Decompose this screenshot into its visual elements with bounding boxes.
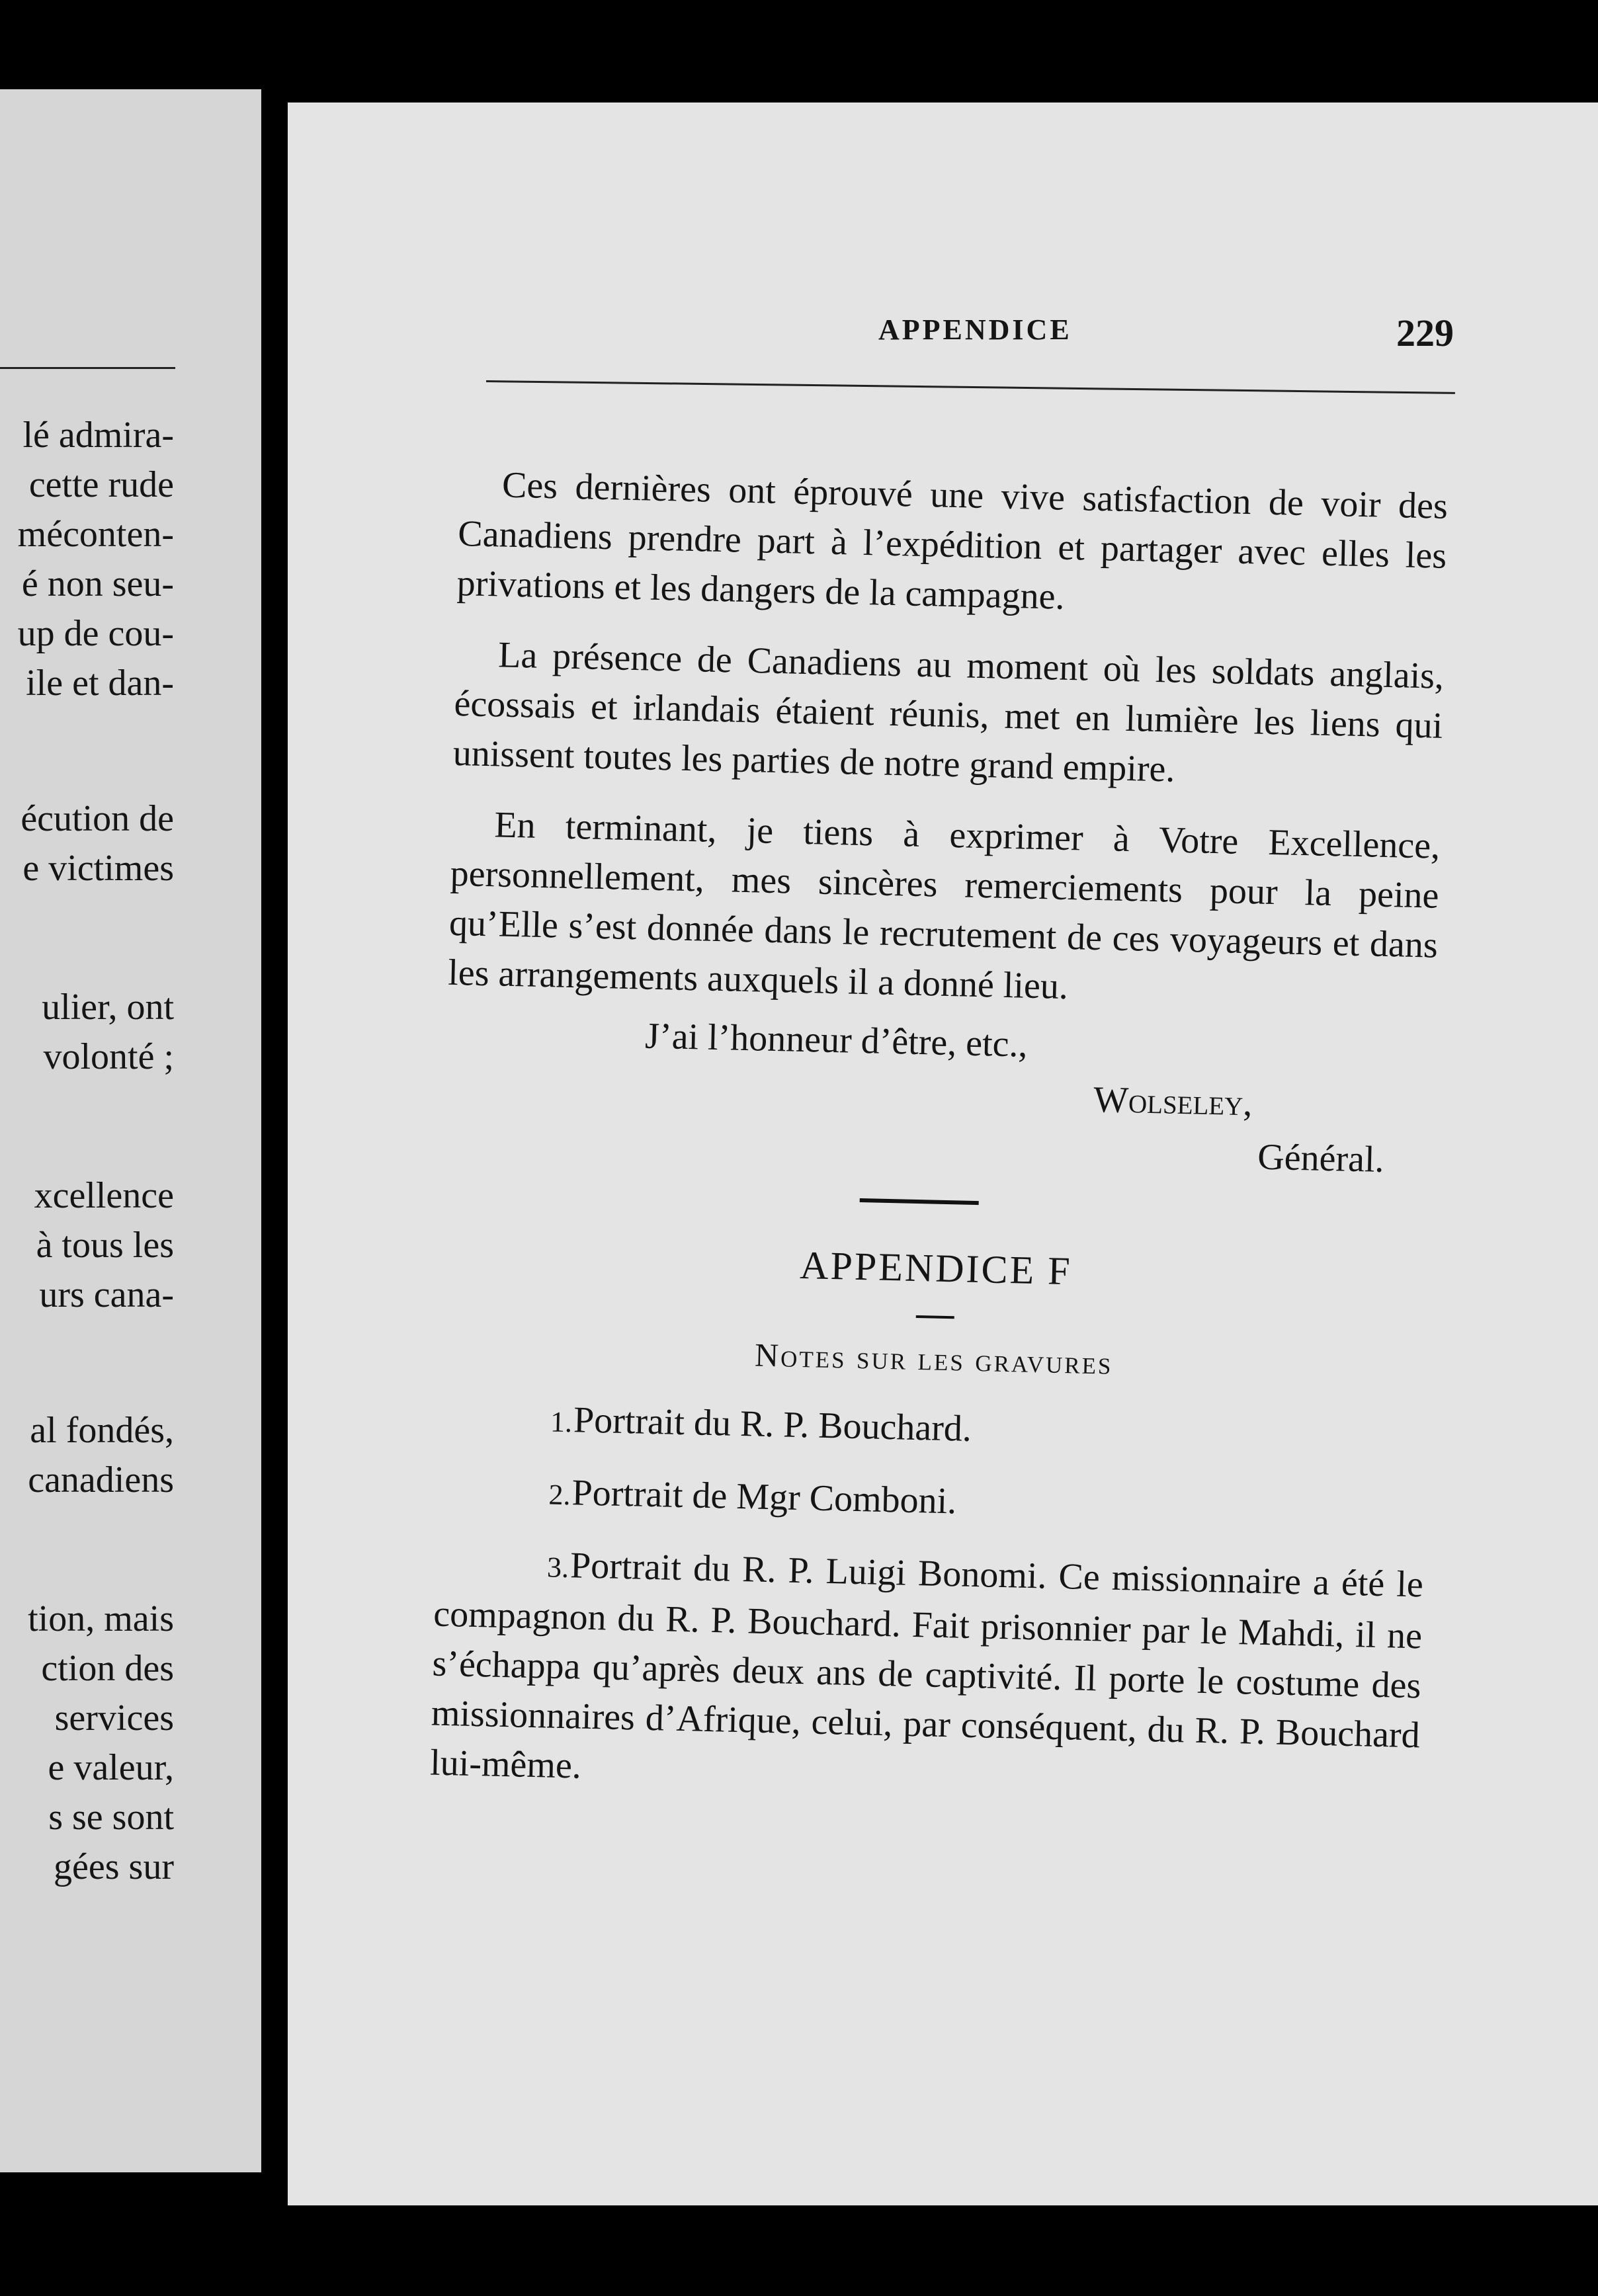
left-page-line: canadiens <box>28 1459 174 1500</box>
note-item <box>437 1393 1427 1467</box>
letter-paragraph: En terminant, je tiens à exprimer à Votre Excellence, personnellement, mes sincères remerciements pour la peine qu’Elle s’est donnée dans le recrutement de ces voyageurs et dans les arrangements auxquels il a donné lieu. <box>447 804 1441 1008</box>
appendix-f-title: APPENDICE F <box>799 1243 1073 1293</box>
left-page-line: up de cou- <box>17 613 174 654</box>
left-page-line: e valeur, <box>48 1747 174 1788</box>
note-text: Portrait du R. P. Bouchard. <box>573 1399 972 1450</box>
left-page-line: al fondés, <box>30 1410 174 1451</box>
signatory-rank: Général. <box>1257 1136 1385 1180</box>
left-page-line: tion, mais <box>28 1598 174 1639</box>
left-page-line: volonté ; <box>43 1036 174 1077</box>
letter-paragraph: La présence de Canadiens au moment où les soldats anglais, écossais et irlandais étaient réunis, met en lumière les liens qui unissent toutes les parties de notre grand empire. <box>452 634 1445 790</box>
left-page-line: lé admira- <box>22 415 174 456</box>
page-body <box>429 460 1449 1831</box>
note-number: 3. <box>546 1551 569 1584</box>
left-page-line: cette rude <box>28 464 174 505</box>
left-page-line: ile et dan- <box>26 663 174 704</box>
left-page-line: xcellence <box>34 1175 174 1216</box>
page-number: 229 <box>1396 311 1454 354</box>
left-page-line: écution de <box>21 798 174 839</box>
left-page-line: ulier, ont <box>42 987 174 1028</box>
left-page-line: services <box>54 1698 174 1739</box>
left-page-line: ction des <box>41 1648 174 1689</box>
left-page-line: à tous les <box>36 1225 174 1266</box>
notes-heading: Notes sur les gravures <box>754 1336 1114 1381</box>
note-number: 2. <box>548 1478 571 1512</box>
title-dash <box>915 1315 954 1319</box>
letter-closing: J’ai l’honneur d’être, etc., <box>644 1015 1029 1065</box>
letter-paragraph: Ces dernières ont éprouvé une vive satisfaction de voir des Canadiens prendre part à l’expédition et partager avec elles les privations et les dangers de la campagne. <box>456 464 1449 618</box>
note-text: Portrait du R. P. Luigi Bonomi. Ce missionnaire a été le compagnon du R. P. Bouchard. Fait prisonnier par le Mahdi, il ne s’échappa qu’après deux ans de captivité. Il porte le costume des missionnaires d’Afrique, celui, par conséquent, du R. P. Bouchard lui-même. <box>429 1545 1424 1787</box>
section-divider <box>860 1198 979 1205</box>
header-rule <box>486 380 1455 394</box>
note-item <box>436 1465 1425 1539</box>
left-page-line: gées sur <box>54 1846 174 1887</box>
note-text: Portrait de Mgr Comboni. <box>571 1472 957 1522</box>
left-page <box>0 89 261 2172</box>
right-page <box>288 102 1598 2205</box>
left-page-line: méconten- <box>17 514 174 555</box>
left-page-line: urs cana- <box>39 1274 174 1315</box>
left-page-rule <box>0 367 175 369</box>
running-head: APPENDICE <box>878 313 1072 346</box>
letter-signature: Wolseley, <box>1093 1079 1253 1124</box>
left-page-line: s se sont <box>48 1797 174 1838</box>
note-item <box>429 1538 1423 1811</box>
left-page-line: é non seu- <box>21 563 174 604</box>
note-number: 1. <box>550 1405 573 1439</box>
left-page-line: e victimes <box>22 848 174 889</box>
